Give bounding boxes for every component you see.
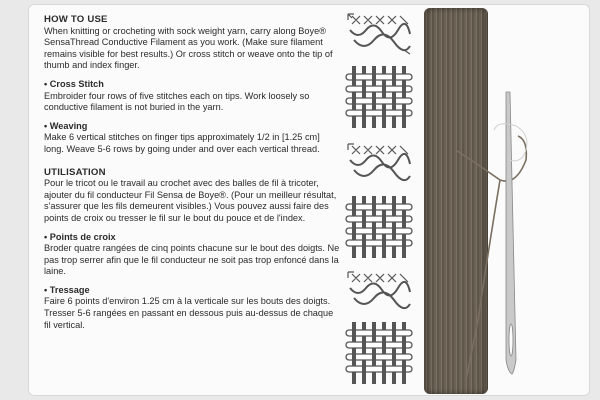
french-intro: Pour le tricot ou le travail au crochet avec des balles de fil à tricoter, ajouter du fil conducteur Fil Sensa de Boye®. (Pour un meilleur résultat, s'assurer que les fils demeurent visibles.) Vous pouvez aussi faire des points de croix ou tresser le fil sur le bout du pouce et de l'index. — [44, 178, 337, 223]
weave-diagram-icon — [344, 194, 414, 260]
french-heading: UTILISATION — [44, 166, 106, 178]
weave-diagram-icon — [344, 64, 414, 130]
cross-stitch-text: Embroider four rows of five stitches each on tips. Work loosely so conductive filament is not buried in the yarn. — [44, 90, 310, 113]
cross-stitch-diagram-icon — [344, 268, 414, 314]
needle-icon — [456, 90, 576, 380]
cross-stitch-heading: • Cross Stitch — [44, 79, 340, 91]
tressage-text: Faire 6 points d'environ 1.25 cm à la verticale sur les bouts des doigts. Tresser 5-6 rangées en passant en dessous puis au-dessus de chaque fil vertical. — [44, 296, 334, 330]
weave-diagram-icon — [344, 320, 414, 386]
cross-stitch-diagram-icon — [344, 10, 414, 56]
points-de-croix-heading: • Points de croix — [44, 232, 340, 244]
weaving-heading: • Weaving — [44, 121, 340, 133]
tressage-heading: • Tressage — [44, 285, 340, 297]
points-de-croix-text: Broder quatre rangées de cinq points chacune sur le bout des doigts. Ne pas trop serrer afin que le fil conducteur ne soit pas trop enfoncé dans la laine. — [44, 243, 340, 277]
english-intro: When knitting or crocheting with sock weight yarn, carry along Boye® SensaThread Conductive Filament as you work. (Make sure filament remains visible for best results.) Or cross stitch or weave onto the tip of thumb and index finger. — [44, 25, 333, 71]
english-heading: HOW TO USE — [44, 14, 108, 25]
cross-stitch-diagram-icon — [344, 140, 414, 186]
stitch-diagrams — [344, 10, 414, 390]
instructions-text — [44, 14, 340, 331]
weaving-text: Make 6 vertical stitches on finger tips approximately 1/2 in [1.25 cm] long. Weave 5-6 rows by going under and over each vertical thread. — [44, 132, 320, 154]
